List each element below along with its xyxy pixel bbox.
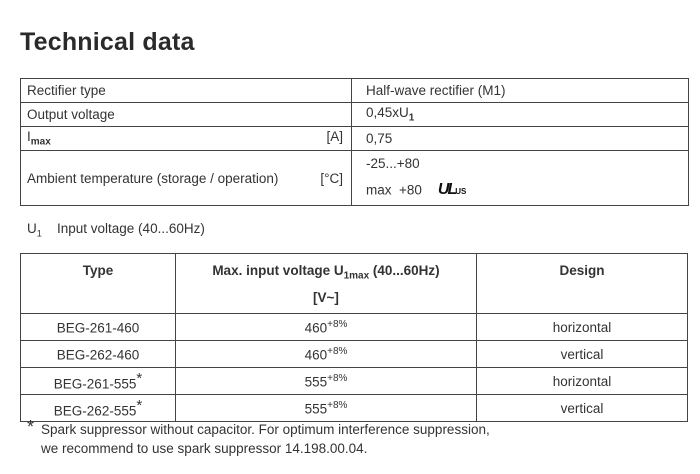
type-table bbox=[20, 253, 688, 422]
type-cell: BEG-261-555* bbox=[21, 368, 176, 395]
table-row bbox=[21, 103, 689, 127]
spec-value: 0,75 bbox=[352, 127, 689, 151]
table-row bbox=[21, 127, 689, 151]
spec-value: Half-wave rectifier (M1) bbox=[352, 79, 689, 103]
design-cell: vertical bbox=[477, 395, 688, 422]
page-title: Technical data bbox=[20, 28, 195, 56]
design-cell: horizontal bbox=[477, 314, 688, 341]
spec-label: Ambient temperature (storage / operation) [°C] bbox=[21, 151, 352, 206]
spec-table bbox=[20, 78, 689, 206]
table-row bbox=[21, 395, 688, 422]
table-row bbox=[21, 314, 688, 341]
voltage-cell: $555^{+8\%}$ bbox=[176, 368, 477, 395]
table-row bbox=[21, 151, 689, 206]
unit-label: [°C] bbox=[320, 170, 343, 186]
spec-label: Rectifier type bbox=[21, 79, 352, 103]
design-cell: vertical bbox=[477, 341, 688, 368]
voltage-cell: $555^{+8\%}$ bbox=[176, 395, 477, 422]
table-header-row bbox=[21, 254, 688, 314]
design-cell: horizontal bbox=[477, 368, 688, 395]
voltage-cell: $460^{+8\%}$ bbox=[176, 314, 477, 341]
ul-cert-icon: ULUS bbox=[437, 181, 467, 198]
voltage-cell: $460^{+8\%}$ bbox=[176, 341, 477, 368]
type-cell: BEG-261-460 bbox=[21, 314, 176, 341]
spec-label: $I_{max}$ [A] bbox=[21, 127, 352, 151]
spec-value: -25...+80 max +80 ULUS bbox=[352, 151, 689, 206]
type-cell: BEG-262-460 bbox=[21, 341, 176, 368]
unit-label: [A] bbox=[326, 129, 343, 145]
header-voltage: Max. input voltage $U_{1max}$ (40...60Hz) [V~] bbox=[176, 254, 477, 314]
type-cell: BEG-262-555* bbox=[21, 395, 176, 422]
table-row bbox=[21, 368, 688, 395]
header-type: Type bbox=[21, 254, 176, 314]
header-design: Design bbox=[477, 254, 688, 314]
symbol-note: $U_1$ Input voltage (40...60Hz) bbox=[27, 221, 205, 239]
spec-value: $0,45xU_1$ bbox=[352, 103, 689, 127]
spec-label: Output voltage bbox=[21, 103, 352, 127]
table-row bbox=[21, 79, 689, 103]
table-row bbox=[21, 341, 688, 368]
footnote: * Spark suppressor without capacitor. For optimum interference suppression, we recommend to use spark suppressor 14.198.00.04. bbox=[27, 417, 490, 456]
